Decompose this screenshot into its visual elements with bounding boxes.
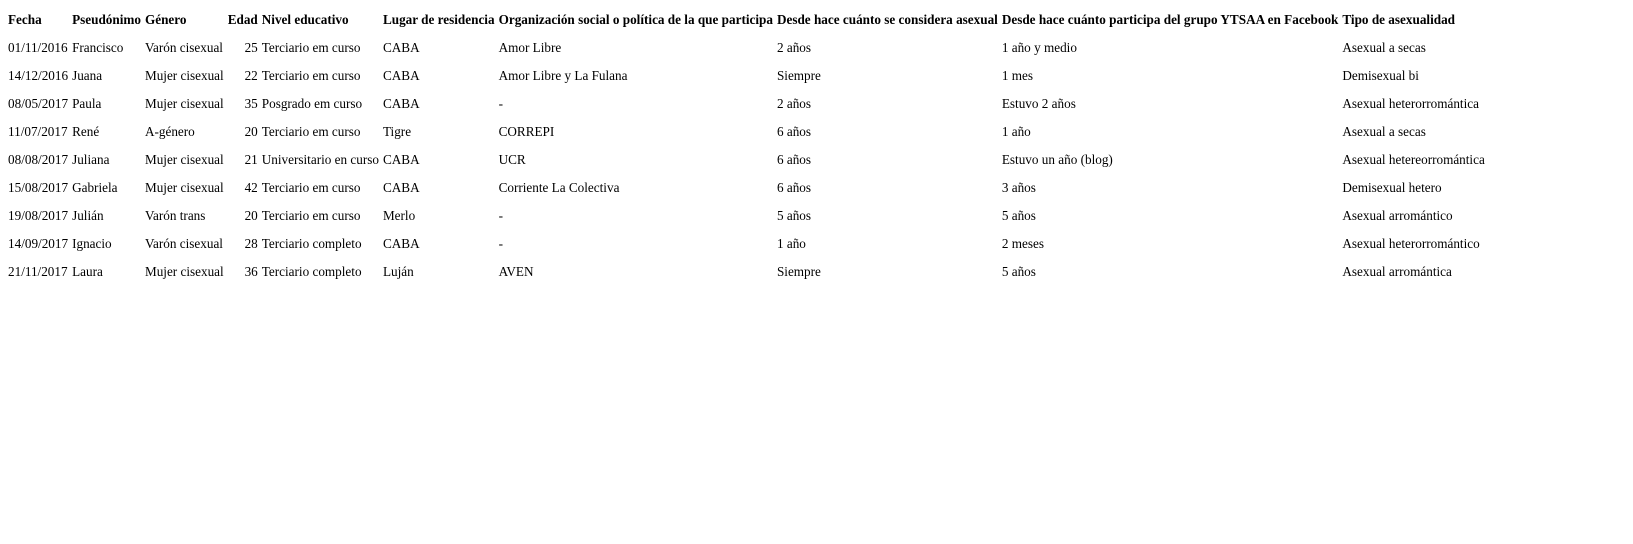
header-edad: Edad xyxy=(227,12,258,27)
cell-desde-ytsaa: Estuvo 2 años xyxy=(1001,96,1076,111)
cell-organizacion: CORREPI xyxy=(498,124,555,139)
cell-nivel-educativo: Terciario em curso xyxy=(261,40,361,55)
cell-fecha: 21/11/2017 xyxy=(8,264,68,279)
cell-nivel-educativo: Universitario en curso xyxy=(261,152,379,167)
cell-edad: 36 xyxy=(244,264,258,279)
cell-desde-asexual: Siempre xyxy=(776,68,821,83)
cell-tipo-asexualidad: Demisexual bi xyxy=(1342,68,1419,83)
cell-desde-asexual: 6 años xyxy=(776,180,812,195)
cell-edad: 28 xyxy=(244,236,258,251)
cell-edad: 35 xyxy=(244,96,258,111)
cell-fecha: 08/05/2017 xyxy=(8,96,69,111)
table-row xyxy=(7,91,1486,117)
table-row xyxy=(7,231,1486,257)
cell-nivel-educativo: Terciario completo xyxy=(261,264,362,279)
cell-desde-asexual: 6 años xyxy=(776,124,812,139)
cell-organizacion: - xyxy=(498,208,503,223)
cell-edad: 42 xyxy=(244,180,258,195)
cell-edad: 21 xyxy=(244,152,258,167)
cell-fecha: 15/08/2017 xyxy=(8,180,69,195)
cell-tipo-asexualidad: Asexual heterorromántico xyxy=(1342,236,1480,251)
table-row xyxy=(7,175,1486,201)
cell-desde-asexual: 1 año xyxy=(776,236,806,251)
cell-lugar-residencia: CABA xyxy=(382,68,420,83)
cell-pseudonimo: Laura xyxy=(72,264,103,279)
cell-desde-ytsaa: 3 años xyxy=(1001,180,1036,195)
table-row xyxy=(7,35,1486,61)
header-organizacion: Organización social o política de la que participa xyxy=(498,12,773,27)
cell-lugar-residencia: Luján xyxy=(382,264,414,279)
cell-organizacion: Amor Libre y La Fulana xyxy=(498,68,628,83)
cell-organizacion: - xyxy=(498,96,503,111)
cell-fecha: 11/07/2017 xyxy=(8,124,68,139)
cell-fecha: 14/12/2016 xyxy=(8,68,69,83)
cell-desde-ytsaa: 2 meses xyxy=(1001,236,1044,251)
cell-genero: Mujer cisexual xyxy=(144,152,224,167)
cell-lugar-residencia: CABA xyxy=(382,96,420,111)
cell-pseudonimo: Gabriela xyxy=(72,180,118,195)
cell-lugar-residencia: CABA xyxy=(382,236,420,251)
cell-organizacion: - xyxy=(498,236,503,251)
cell-desde-ytsaa: Estuvo un año (blog) xyxy=(1001,152,1113,167)
cell-nivel-educativo: Terciario em curso xyxy=(261,68,361,83)
cell-lugar-residencia: CABA xyxy=(382,40,420,55)
header-pseudonimo: Pseudónimo xyxy=(72,12,141,27)
cell-genero: Varón cisexual xyxy=(144,236,223,251)
cell-desde-asexual: 2 años xyxy=(776,40,812,55)
table-row xyxy=(7,259,1486,285)
header-desde-ytsaa: Desde hace cuánto participa del grupo YTSAA en Facebook xyxy=(1001,12,1339,27)
cell-lugar-residencia: CABA xyxy=(382,152,420,167)
cell-desde-asexual: 2 años xyxy=(776,96,812,111)
cell-desde-asexual: Siempre xyxy=(776,264,821,279)
cell-desde-ytsaa: 1 año y medio xyxy=(1001,40,1077,55)
table-row xyxy=(7,147,1486,173)
cell-desde-asexual: 5 años xyxy=(776,208,812,223)
cell-genero: Mujer cisexual xyxy=(144,264,224,279)
cell-fecha: 14/09/2017 xyxy=(8,236,69,251)
cell-tipo-asexualidad: Asexual a secas xyxy=(1342,124,1426,139)
cell-tipo-asexualidad: Asexual hetereorromántica xyxy=(1342,152,1485,167)
cell-tipo-asexualidad: Demisexual hetero xyxy=(1342,180,1442,195)
cell-organizacion: Amor Libre xyxy=(498,40,562,55)
cell-nivel-educativo: Terciario em curso xyxy=(261,180,361,195)
cell-tipo-asexualidad: Asexual heterorromántica xyxy=(1342,96,1479,111)
header-lugar-residencia: Lugar de residencia xyxy=(382,12,495,27)
survey-table-container xyxy=(5,5,1488,287)
cell-lugar-residencia: Tigre xyxy=(382,124,412,139)
cell-nivel-educativo: Terciario em curso xyxy=(261,124,361,139)
cell-tipo-asexualidad: Asexual arromántica xyxy=(1342,264,1452,279)
table-body xyxy=(7,35,1486,285)
cell-nivel-educativo: Terciario em curso xyxy=(261,208,361,223)
cell-organizacion: Corriente La Colectiva xyxy=(498,180,620,195)
cell-genero: A-género xyxy=(144,124,195,139)
cell-desde-ytsaa: 1 mes xyxy=(1001,68,1033,83)
cell-desde-ytsaa: 5 años xyxy=(1001,264,1036,279)
cell-fecha: 01/11/2016 xyxy=(8,40,68,55)
survey-table xyxy=(5,5,1488,287)
table-row xyxy=(7,119,1486,145)
cell-genero: Mujer cisexual xyxy=(144,180,224,195)
cell-pseudonimo: René xyxy=(72,124,100,139)
table-header xyxy=(7,7,1486,33)
table-row xyxy=(7,63,1486,89)
cell-organizacion: UCR xyxy=(498,152,526,167)
cell-pseudonimo: Francisco xyxy=(72,40,124,55)
header-row xyxy=(7,7,1486,33)
cell-nivel-educativo: Terciario completo xyxy=(261,236,362,251)
cell-desde-ytsaa: 5 años xyxy=(1001,208,1036,223)
cell-pseudonimo: Paula xyxy=(72,96,102,111)
cell-genero: Varón cisexual xyxy=(144,40,223,55)
cell-fecha: 08/08/2017 xyxy=(8,152,69,167)
cell-lugar-residencia: CABA xyxy=(382,180,420,195)
cell-fecha: 19/08/2017 xyxy=(8,208,69,223)
cell-pseudonimo: Ignacio xyxy=(72,236,112,251)
cell-desde-ytsaa: 1 año xyxy=(1001,124,1031,139)
cell-genero: Varón trans xyxy=(144,208,206,223)
cell-edad: 20 xyxy=(244,208,258,223)
cell-tipo-asexualidad: Asexual arromántico xyxy=(1342,208,1453,223)
header-nivel-educativo: Nivel educativo xyxy=(261,12,349,27)
header-fecha: Fecha xyxy=(8,12,42,27)
header-genero: Género xyxy=(144,12,187,27)
cell-tipo-asexualidad: Asexual a secas xyxy=(1342,40,1426,55)
table-row xyxy=(7,203,1486,229)
cell-lugar-residencia: Merlo xyxy=(382,208,416,223)
cell-pseudonimo: Julián xyxy=(72,208,104,223)
header-tipo-asexualidad: Tipo de asexualidad xyxy=(1342,12,1455,27)
cell-nivel-educativo: Posgrado em curso xyxy=(261,96,363,111)
cell-genero: Mujer cisexual xyxy=(144,68,224,83)
cell-genero: Mujer cisexual xyxy=(144,96,224,111)
cell-edad: 22 xyxy=(244,68,258,83)
cell-edad: 20 xyxy=(244,124,258,139)
header-desde-asexual: Desde hace cuánto se considera asexual xyxy=(776,12,998,27)
cell-edad: 25 xyxy=(244,40,258,55)
cell-pseudonimo: Juana xyxy=(72,68,103,83)
cell-pseudonimo: Juliana xyxy=(72,152,110,167)
cell-desde-asexual: 6 años xyxy=(776,152,812,167)
cell-organizacion: AVEN xyxy=(498,264,534,279)
